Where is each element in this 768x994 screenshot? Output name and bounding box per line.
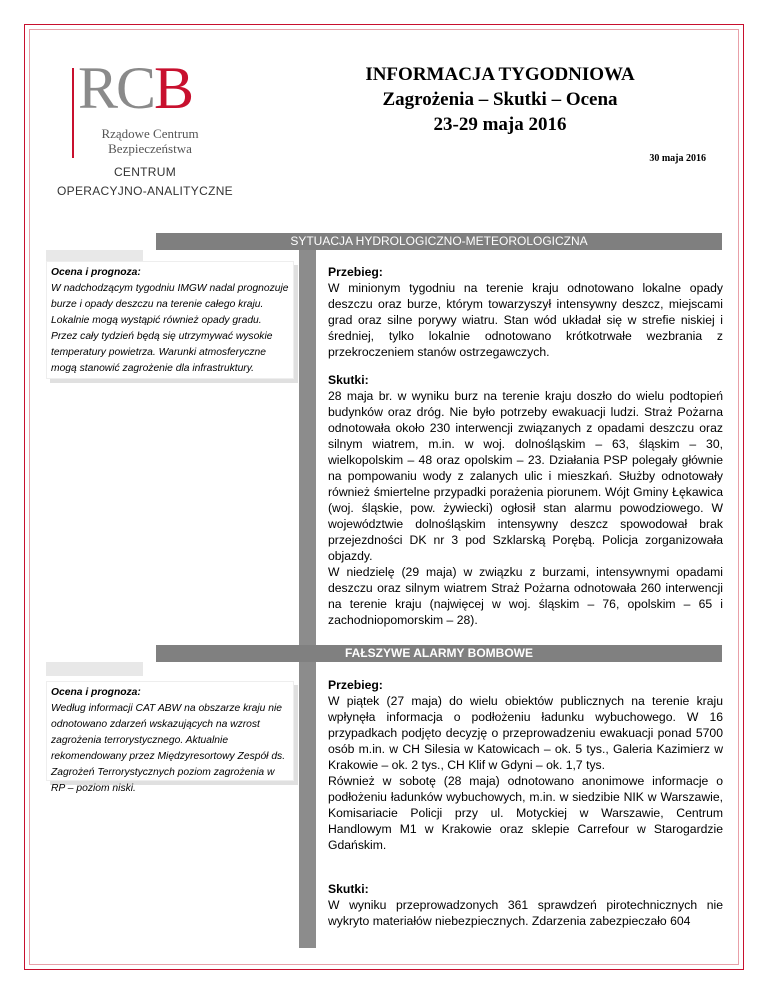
- section-bomb-alarms-assessment: Ocena i prognoza: Według informacji CAT ABW na obszarze kraju nie odnotowano zdarzeń wskazujących na wzrost zagrożenia terrorystycznego. Aktualnie rekomendowany przez Międzyresortowy Zespół ds. Zagrożeń Terrorystycznych poziom zagrożenia w RP – poziom niski.: [46, 681, 294, 781]
- rcb-logo: RCB: [78, 55, 193, 121]
- department-name: CENTRUM OPERACYJNO-ANALITYCZNE: [57, 165, 233, 198]
- section-hydrometeo-divider: [299, 250, 316, 645]
- issue-date: 30 maja 2016: [649, 153, 706, 164]
- section-bomb-alarms-effects: Skutki: W wyniku przeprowadzonych 361 sprawdzeń pirotechnicznych nie wykryto materiałów niebezpiecznych. Zdarzenia zabezpieczało 604: [328, 882, 723, 928]
- section-hydrometeo-assessment: Ocena i prognoza: W nadchodzącym tygodniu IMGW nadal prognozuje burze i opady deszczu na terenie całego kraju. Lokalnie mogą wystąpić również opady gradu. Przez cały tydzień będą się utrzymywać wysokie temperatury powietrza. Warunki atmosferyczne mogą stanowić zagrożenie dla infrastruktury.: [46, 261, 294, 379]
- section-hydrometeo-course: Przebieg: W minionym tygodniu na terenie kraju odnotowano lokalne opady deszczu oraz burze, którym towarzyszył intensywny deszcz, miejscami grad oraz silne porywy wiatru. Stan wód układał się w strefie niskiej i średniej, tylko lokalnie odnotowano krótkotrwałe wezbrania z przekroczeniem stanów ostrzegawczych.: [328, 265, 723, 359]
- section-bomb-alarms-title: FAŁSZYWE ALARMY BOMBOWE: [156, 645, 722, 662]
- logo-accent-line: [72, 68, 74, 158]
- section-bomb-alarms-course: Przebieg: W piątek (27 maja) do wielu obiektów publicznych na terenie kraju wpłynęła informacja o podłożeniu ładunku wybuchowego. W 16 przypadkach podjęto decyzję o przeprowadzeniu ewakuacji ponad 5700 osób m.in. w CH Silesia w Katowicach – ok. 5 tys., Galeria Kazimierz w Krakowie – ok. 2 tys., CH Klif w Gdyni – ok. 1,7 tys. Również w sobotę (28 maja) odnotowano anonimowe informacje o podłożeniu ładunków wybuchowych, m.in. w siedzibie NIK w Warszawie, Komisariacie Policji przy ul. Motyckiej w Warszawie, Centrum Handlowym M1 w Krakowie oraz sklepie Carrefour w Starogardzie Gdańskim.: [328, 678, 723, 852]
- section-hydrometeo-title: SYTUACJA HYDROLOGICZNO-METEOROLOGICZNA: [156, 233, 722, 250]
- document-title: INFORMACJA TYGODNIOWA Zagrożenia – Skutki – Ocena 23-29 maja 2016: [365, 64, 635, 135]
- section-hydrometeo-effects: Skutki: 28 maja br. w wyniku burz na terenie kraju doszło do wielu podtopień budynków oraz dróg. Nie było potrzeby ewakuacji ludzi. Straż Pożarna odnotowała około 230 interwencji związanych z opadami deszczu oraz silnym wiatrem, m.in. w woj. dolnośląskim – 63, śląskim – 30, wielkopolskim – 48 oraz opolskim – 23. Działania PSP polegały głównie na pompowaniu wody z zalanych ulic i mieszkań. Służby odnotowały również śmiertelne przypadki porażenia piorunem. Wójt Gminy Łękawica (woj. śląskie, pow. żywiecki) ogłosił stan alarmu powodziowego. W województwie dolnośląskim intensywny deszcz spowodował brak przejezdności DK nr 3 pod Szklarską Porębą. Policja zorganizowała objazdy. W niedzielę (29 maja) w związku z burzami, intensywnymi opadami deszczu oraz silnym wiatrem Straż Pożarna odnotowała 260 interwencji na terenie kraju (najwięcej w woj. śląskim – 76, opolskim – 65 i zachodniopomorskim – 28).: [328, 373, 723, 627]
- section-bomb-alarms-divider: [299, 662, 316, 948]
- section-shadow: [46, 662, 143, 676]
- logo-subtitle: Rządowe Centrum Bezpieczeństwa: [101, 126, 199, 156]
